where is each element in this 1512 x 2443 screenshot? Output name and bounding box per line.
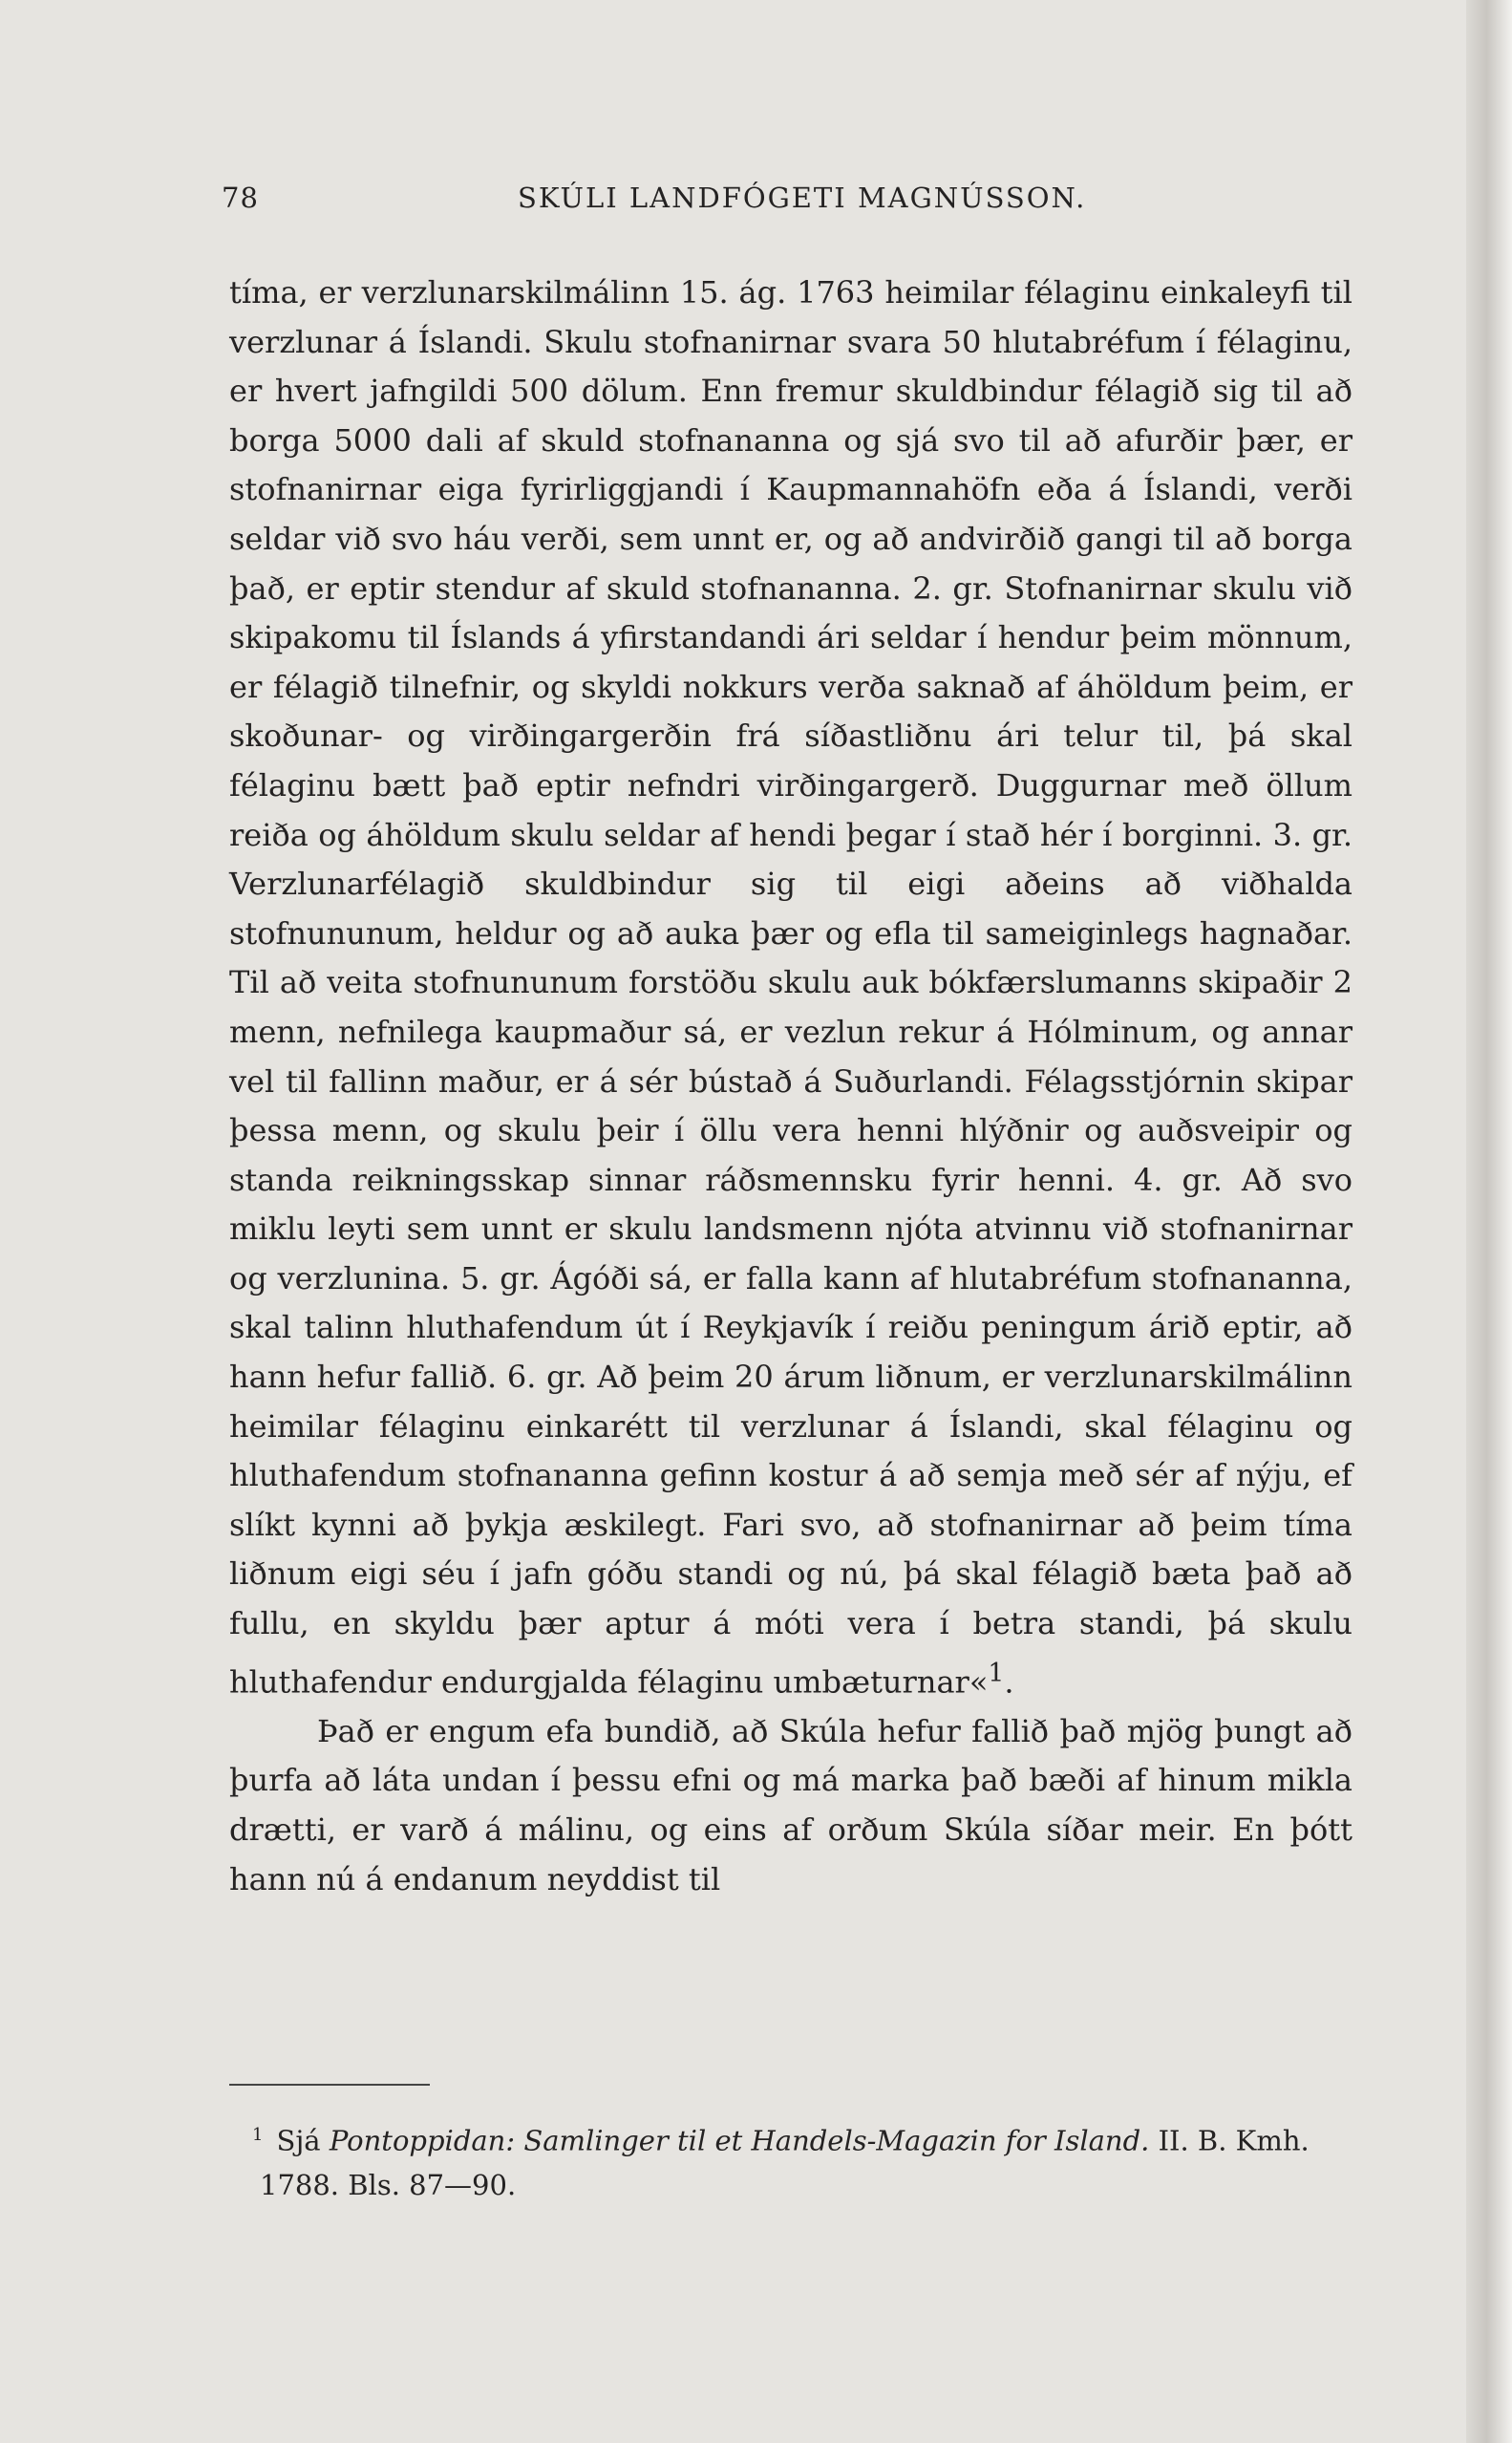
footnote-work: Samlinger til et Handels-Magazin for Island. — [523, 2124, 1150, 2157]
paragraph-2: Það er engum efa bundið, að Skúla hefur fallið það mjög þungt að þurfa að láta undan í þessu efni og má marka það bæði af hinum mikla drætti, er varð á málinu, og eins af orðum Skúla síðar meir. En þótt hann nú á endanum neyddist til — [229, 1712, 1352, 1897]
footnote — [252, 2113, 1352, 2207]
page-header — [222, 182, 1352, 229]
paragraph-1-end: . — [1004, 1663, 1014, 1701]
footnote-divider — [229, 2084, 430, 2086]
page-edge — [1466, 0, 1512, 2443]
footnote-prefix: Sjá — [276, 2124, 321, 2157]
running-title: SKÚLI LANDFÓGETI MAGNÚSSON. — [518, 182, 1087, 214]
footnote-rest: II. B. Kmh. 1788. Bls. 87—90. — [260, 2124, 1310, 2201]
footnote-reference[interactable]: 1 — [988, 1658, 1005, 1688]
paragraph-1 — [229, 268, 1352, 1707]
page-number: 78 — [222, 182, 259, 214]
footnote-author: Pontoppidan: — [329, 2124, 516, 2157]
footnote-marker: 1 — [252, 2125, 264, 2145]
body-text — [229, 268, 1352, 1904]
paragraph-1-text: tíma, er verzlunarskilmálinn 15. ág. 1763 heimilar félaginu einkaleyfi til verzlunar á Íslandi. Skulu stofnanirnar svara 50 hlutabréfum í félaginu, er hvert jafngildi 500 dölum. Enn fremur skuldbindur félagið sig til að borga 5000 dali af skuld stofnananna og sjá svo til að afurðir þær, er stofnanirnar eiga fyrirliggjandi í Kaupmannahöfn eða á Íslandi, verði seldar við svo háu verði, sem unnt er, og að andvirðið gangi til að borga það, er eptir stendur af skuld stofnananna. 2. gr. Stofnanirnar skulu við skipakomu til Íslands á yfirstandandi ári seldar í hendur þeim mönnum, er félagið tilnefnir, og skyldi nokkurs verða saknað af áhöldum þeim, er skoðunar- og virðingargerðin frá síðastliðnu ári telur til, þá skal félaginu bætt það eptir nefndri virðingargerð. Duggurnar með öllum reiða og áhöldum skulu seldar af hendi þegar í stað hér í borginni. 3. gr. Verzlunarfélagið skuldbindur sig til eigi aðeins að viðhalda stofnununum, heldur og að auka þær og efla til sameiginlegs hagnaðar. Til að veita stofnununum forstöðu skulu auk bókfærslumanns skipaðir 2 menn, nefnilega kaupmaður sá, er vezlun rekur á Hólminum, og annar vel til fallinn maður, er á sér bústað á Suðurlandi. Félagsstjórnin skipar þessa menn, og skulu þeir í öllu vera henni hlýðnir og auðsveipir og standa reikningsskap sinnar ráðsmennsku fyrir henni. 4. gr. Að svo miklu leyti sem unnt er skulu landsmenn njóta atvinnu við stofnanirnar og verzlunina. 5. gr. Ágóði sá, er falla kann af hlutabréfum stofnananna, skal talinn hluthafendum út í Reykjavík í reiðu peningum árið eptir, að hann hefur fallið. 6. gr. Að þeim 20 árum liðnum, er verzlunarskilmálinn heimilar félaginu einkarétt til verzlunar á Íslandi, skal félaginu og hluthafendum stofnananna gefinn kostur á að semja með sér af nýju, ef slíkt kynni að þykja æskilegt. Fari svo, að stofnanirnar að þeim tíma liðnum eigi séu í jafn góðu standi og nú, þá skal félagið bæta það að fullu, en skyldu þær aptur á móti vera í betra standi, þá skulu hluthafendur endurgjalda félaginu umbæturnar« — [229, 274, 1352, 1701]
